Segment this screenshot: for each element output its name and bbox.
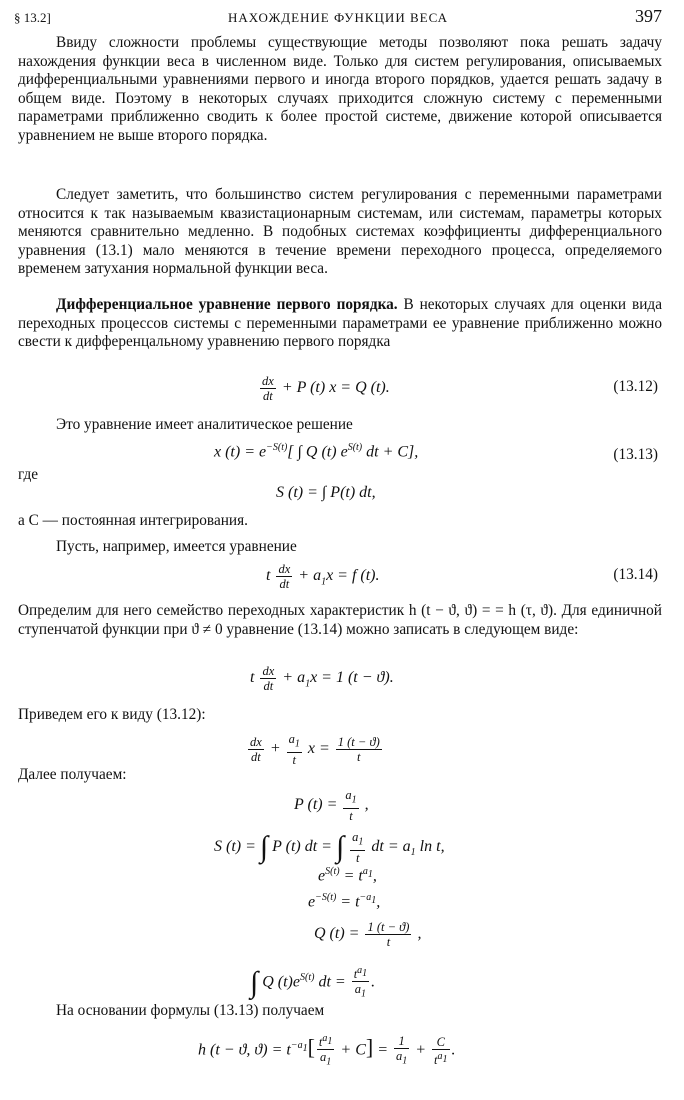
paragraph-4: Это уравнение имеет аналитическое решение — [56, 416, 353, 433]
equation-number: (13.14) — [613, 566, 658, 583]
equation-reduced: $\frac{dx}{dt}$ + $\frac{a_1}{t}$ x = $\frac{1 (t - ϑ)}{t}$ — [250, 732, 380, 767]
equation-13-12: $\frac{dx}{dt}$ + P (t) x = Q (t). (13.12) — [262, 374, 658, 403]
equation-s-of-t: S (t) = ∫ P(t) dt, — [276, 484, 376, 501]
equation-s-integral: S (t) = ∫ P (t) dt = ∫ $\frac{a_1}{t}$ dt = $a_1$ ln t, — [214, 830, 445, 865]
paragraph-2: Следует заметить, что большинство систем регулирования с переменными параметрами относится к так называемым квазистационарным системам, или системам, параметры которых меняются сравнительно медленно. В подобных системах коэффициенты дифференциального уравнения (13.1) мало меняются в течение времени переходного процесса, определяемого временем затухания нормальной функции веса. — [18, 186, 662, 278]
equation-number: (13.12) — [613, 378, 658, 395]
equation-h-result: h (t − ϑ, $ϑ) = t^{-a_1}$[ $\frac{t^{a_1}}{a_1}$ + C] = $\frac{1}{a_1}$ + $\frac{C}{t^{a_1}}$ . — [198, 1033, 456, 1068]
paragraph-6: Определим для него семейство переходных характеристик h (t − ϑ, ϑ) = = h (τ, ϑ). Для единичной ступенчатой функции при ϑ ≠ 0 уравнение (13.14) можно записать в следующем виде: — [18, 602, 662, 638]
where-label: где — [18, 466, 39, 483]
constant-note: а C — постоянная интегрирования. — [18, 512, 248, 529]
equation-q-of-t: Q (t) = $\frac{1 (t - ϑ)}{t}$ , — [314, 920, 422, 949]
running-header — [14, 6, 662, 28]
running-title: НАХОЖДЕНИЕ ФУНКЦИИ ВЕСА — [228, 10, 448, 25]
equation-exp-minus-s: $e^{-S(t)} = t^{-a_1}$, — [308, 892, 381, 911]
equation-exp-s: $e^{S(t)} = t^{a_1}$, — [318, 866, 377, 885]
paragraph-3-text: В некоторых случаях для оценки вида переходных процессов системы с переменными параметрами ее уравнение приближенно можно свести к дифференцальному уравнению первого порядка — [18, 296, 662, 351]
equation-q-integral: ∫ Q $(t)e^{S(t)}$ dt = $\frac{t^{a_1}}{a_1}$ . — [250, 965, 376, 1000]
paragraph-9: На основании формулы (13.13) получаем — [56, 1002, 325, 1019]
equation-step-input: t $\frac{dx}{dt}$ + $a_1x = 1$ (t − ϑ). — [250, 664, 394, 693]
paragraph-3 — [18, 296, 662, 352]
paragraph-8: Далее получаем: — [18, 766, 127, 783]
equation-number: (13.13) — [613, 446, 658, 463]
subsection-heading: Дифференциальное уравнение первого порядка. — [56, 296, 398, 313]
page-number: 397 — [635, 6, 662, 26]
equation-13-13: x $(t) = e^{-S(t)}$[ ∫ Q (t) $e^{S(t)}$ dt + C], (13.13) — [214, 442, 658, 463]
section-number: § 13.2] — [14, 10, 51, 25]
paragraph-5: Пусть, например, имеется уравнение — [56, 538, 297, 555]
equation-13-14: t $\frac{dx}{dt}$ + $a_1x = f$ (t). (13.14) — [266, 562, 658, 591]
paragraph-1: Ввиду сложности проблемы существующие методы позволяют пока решать задачу нахождения функции веса в численном виде. Только для систем регулирования, описываемых дифференциальными уравнениями первого и иногда второго порядков, удается решать задачу в общем виде. Поэтому в некоторых случаях приходится сложную систему с переменными параметрами приближенно сводить к более простой системе, движение которой описывается уравнением не выше второго порядка. — [18, 34, 662, 144]
paragraph-7: Приведем его к виду (13.12): — [18, 706, 206, 723]
equation-p-of-t: P (t) = $\frac{a_1}{t}$ , — [294, 788, 369, 823]
